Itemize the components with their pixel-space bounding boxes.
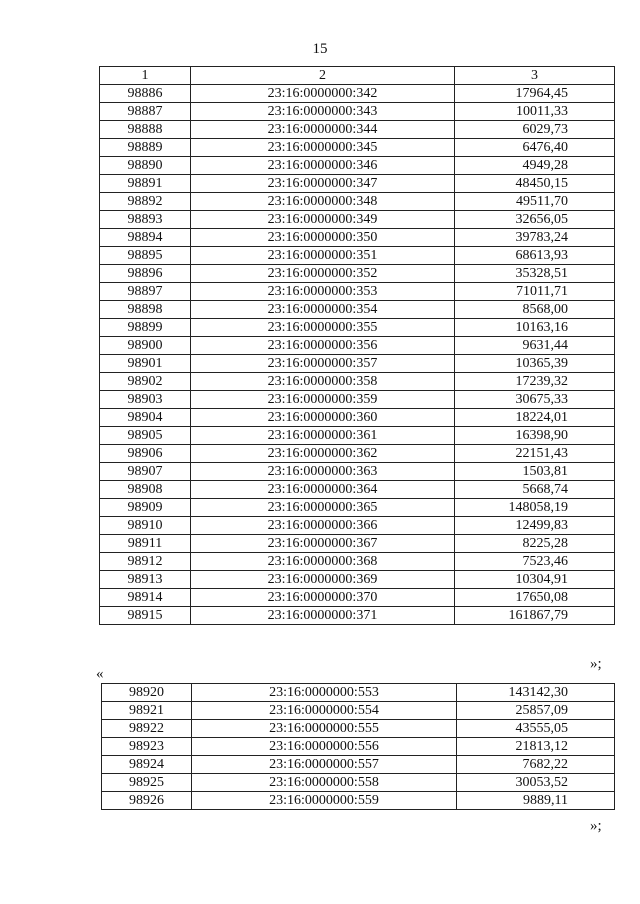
value-cell: 21813,12 [457,738,615,756]
value-cell: 148058,19 [455,499,615,517]
value-cell: 8225,28 [455,535,615,553]
value-cell: 5668,74 [455,481,615,499]
value-cell: 161867,79 [455,607,615,625]
value-cell: 6476,40 [455,139,615,157]
value-cell: 48450,15 [455,175,615,193]
value-cell: 9889,11 [457,792,615,810]
table-row [100,283,615,301]
value-cell: 71011,71 [455,283,615,301]
cadastral-number-cell: 23:16:0000000:357 [191,355,455,373]
page-number: 15 [312,41,328,57]
table-row [100,265,615,283]
cadastral-number-cell: 23:16:0000000:365 [191,499,455,517]
table-row [100,535,615,553]
value-cell: 1503,81 [455,463,615,481]
cadastral-number-cell: 23:16:0000000:363 [191,463,455,481]
cadastral-number-cell: 23:16:0000000:554 [192,702,457,720]
table-row [100,445,615,463]
value-cell: 43555,05 [457,720,615,738]
cadastral-number-cell: 23:16:0000000:351 [191,247,455,265]
row-number-cell: 98896 [100,265,191,283]
cadastral-number-cell: 23:16:0000000:352 [191,265,455,283]
cadastral-number-cell: 23:16:0000000:559 [192,792,457,810]
table-row [100,319,615,337]
cadastral-number-cell: 23:16:0000000:362 [191,445,455,463]
row-number-cell: 98908 [100,481,191,499]
table-row [100,211,615,229]
table-row [100,121,615,139]
value-cell: 32656,05 [455,211,615,229]
table-row [100,103,615,121]
row-number-cell: 98886 [100,85,191,103]
row-number-cell: 98912 [100,553,191,571]
row-number-cell: 98901 [100,355,191,373]
row-number-cell: 98924 [102,756,192,774]
cadastral-number-cell: 23:16:0000000:553 [192,684,457,702]
cadastral-number-cell: 23:16:0000000:350 [191,229,455,247]
row-number-cell: 98890 [100,157,191,175]
table-row [100,337,615,355]
table-row [100,571,615,589]
row-number-cell: 98891 [100,175,191,193]
opening-quote: « [96,666,104,682]
cadastral-number-cell: 23:16:0000000:367 [191,535,455,553]
row-number-cell: 98898 [100,301,191,319]
row-number-cell: 98893 [100,211,191,229]
column-header: 3 [455,67,615,85]
cadastral-number-cell: 23:16:0000000:366 [191,517,455,535]
value-cell: 12499,83 [455,517,615,535]
table-row [100,499,615,517]
row-number-cell: 98904 [100,409,191,427]
value-cell: 17964,45 [455,85,615,103]
row-number-cell: 98914 [100,589,191,607]
value-cell: 4949,28 [455,157,615,175]
table-row [100,373,615,391]
table-row [100,427,615,445]
cadastral-number-cell: 23:16:0000000:349 [191,211,455,229]
cadastral-number-cell: 23:16:0000000:358 [191,373,455,391]
row-number-cell: 98900 [100,337,191,355]
table-row [100,301,615,319]
table-row [100,589,615,607]
closing-quote: »; [590,818,602,834]
row-number-cell: 98905 [100,427,191,445]
column-header: 1 [100,67,191,85]
value-cell: 25857,09 [457,702,615,720]
cadastral-number-cell: 23:16:0000000:361 [191,427,455,445]
cadastral-number-cell: 23:16:0000000:364 [191,481,455,499]
value-cell: 10365,39 [455,355,615,373]
row-number-cell: 98906 [100,445,191,463]
table-row [102,720,615,738]
value-cell: 17650,08 [455,589,615,607]
closing-quote: »; [590,656,602,672]
value-cell: 143142,30 [457,684,615,702]
data-table-continuation [101,683,615,810]
table-row [100,247,615,265]
value-cell: 16398,90 [455,427,615,445]
value-cell: 10011,33 [455,103,615,121]
row-number-cell: 98911 [100,535,191,553]
value-cell: 9631,44 [455,337,615,355]
table-row [100,517,615,535]
table-row [102,702,615,720]
cadastral-number-cell: 23:16:0000000:370 [191,589,455,607]
table-row [102,756,615,774]
value-cell: 7682,22 [457,756,615,774]
table-row [102,774,615,792]
table-header-row [100,67,615,85]
cadastral-number-cell: 23:16:0000000:356 [191,337,455,355]
value-cell: 30053,52 [457,774,615,792]
row-number-cell: 98894 [100,229,191,247]
cadastral-number-cell: 23:16:0000000:344 [191,121,455,139]
row-number-cell: 98895 [100,247,191,265]
cadastral-number-cell: 23:16:0000000:353 [191,283,455,301]
row-number-cell: 98897 [100,283,191,301]
value-cell: 22151,43 [455,445,615,463]
value-cell: 35328,51 [455,265,615,283]
cadastral-number-cell: 23:16:0000000:360 [191,409,455,427]
cadastral-number-cell: 23:16:0000000:359 [191,391,455,409]
cadastral-number-cell: 23:16:0000000:354 [191,301,455,319]
cadastral-number-cell: 23:16:0000000:342 [191,85,455,103]
value-cell: 39783,24 [455,229,615,247]
value-cell: 49511,70 [455,193,615,211]
row-number-cell: 98915 [100,607,191,625]
table-row [100,229,615,247]
value-cell: 7523,46 [455,553,615,571]
cadastral-number-cell: 23:16:0000000:346 [191,157,455,175]
table-row [100,175,615,193]
cadastral-number-cell: 23:16:0000000:368 [191,553,455,571]
row-number-cell: 98925 [102,774,192,792]
table-row [100,607,615,625]
cadastral-number-cell: 23:16:0000000:355 [191,319,455,337]
value-cell: 8568,00 [455,301,615,319]
row-number-cell: 98909 [100,499,191,517]
value-cell: 17239,32 [455,373,615,391]
value-cell: 68613,93 [455,247,615,265]
table-row [100,193,615,211]
row-number-cell: 98899 [100,319,191,337]
row-number-cell: 98922 [102,720,192,738]
cadastral-number-cell: 23:16:0000000:345 [191,139,455,157]
cadastral-number-cell: 23:16:0000000:558 [192,774,457,792]
table-row [100,391,615,409]
value-cell: 10304,91 [455,571,615,589]
row-number-cell: 98920 [102,684,192,702]
row-number-cell: 98887 [100,103,191,121]
row-number-cell: 98910 [100,517,191,535]
row-number-cell: 98907 [100,463,191,481]
cadastral-number-cell: 23:16:0000000:348 [191,193,455,211]
table-row [100,157,615,175]
row-number-cell: 98889 [100,139,191,157]
row-number-cell: 98913 [100,571,191,589]
value-cell: 18224,01 [455,409,615,427]
table-row [102,684,615,702]
table-row [100,481,615,499]
row-number-cell: 98921 [102,702,192,720]
value-cell: 30675,33 [455,391,615,409]
cadastral-number-cell: 23:16:0000000:556 [192,738,457,756]
table-row [102,792,615,810]
column-header: 2 [191,67,455,85]
cadastral-number-cell: 23:16:0000000:343 [191,103,455,121]
table-row [100,553,615,571]
value-cell: 6029,73 [455,121,615,139]
cadastral-number-cell: 23:16:0000000:555 [192,720,457,738]
table-row [102,738,615,756]
row-number-cell: 98902 [100,373,191,391]
table-row [100,409,615,427]
cadastral-number-cell: 23:16:0000000:369 [191,571,455,589]
table-row [100,139,615,157]
table-row [100,85,615,103]
value-cell: 10163,16 [455,319,615,337]
cadastral-number-cell: 23:16:0000000:347 [191,175,455,193]
row-number-cell: 98903 [100,391,191,409]
cadastral-number-cell: 23:16:0000000:371 [191,607,455,625]
table-row [100,463,615,481]
table-row [100,355,615,373]
data-table-main [99,66,615,625]
row-number-cell: 98923 [102,738,192,756]
row-number-cell: 98888 [100,121,191,139]
cadastral-number-cell: 23:16:0000000:557 [192,756,457,774]
row-number-cell: 98892 [100,193,191,211]
row-number-cell: 98926 [102,792,192,810]
